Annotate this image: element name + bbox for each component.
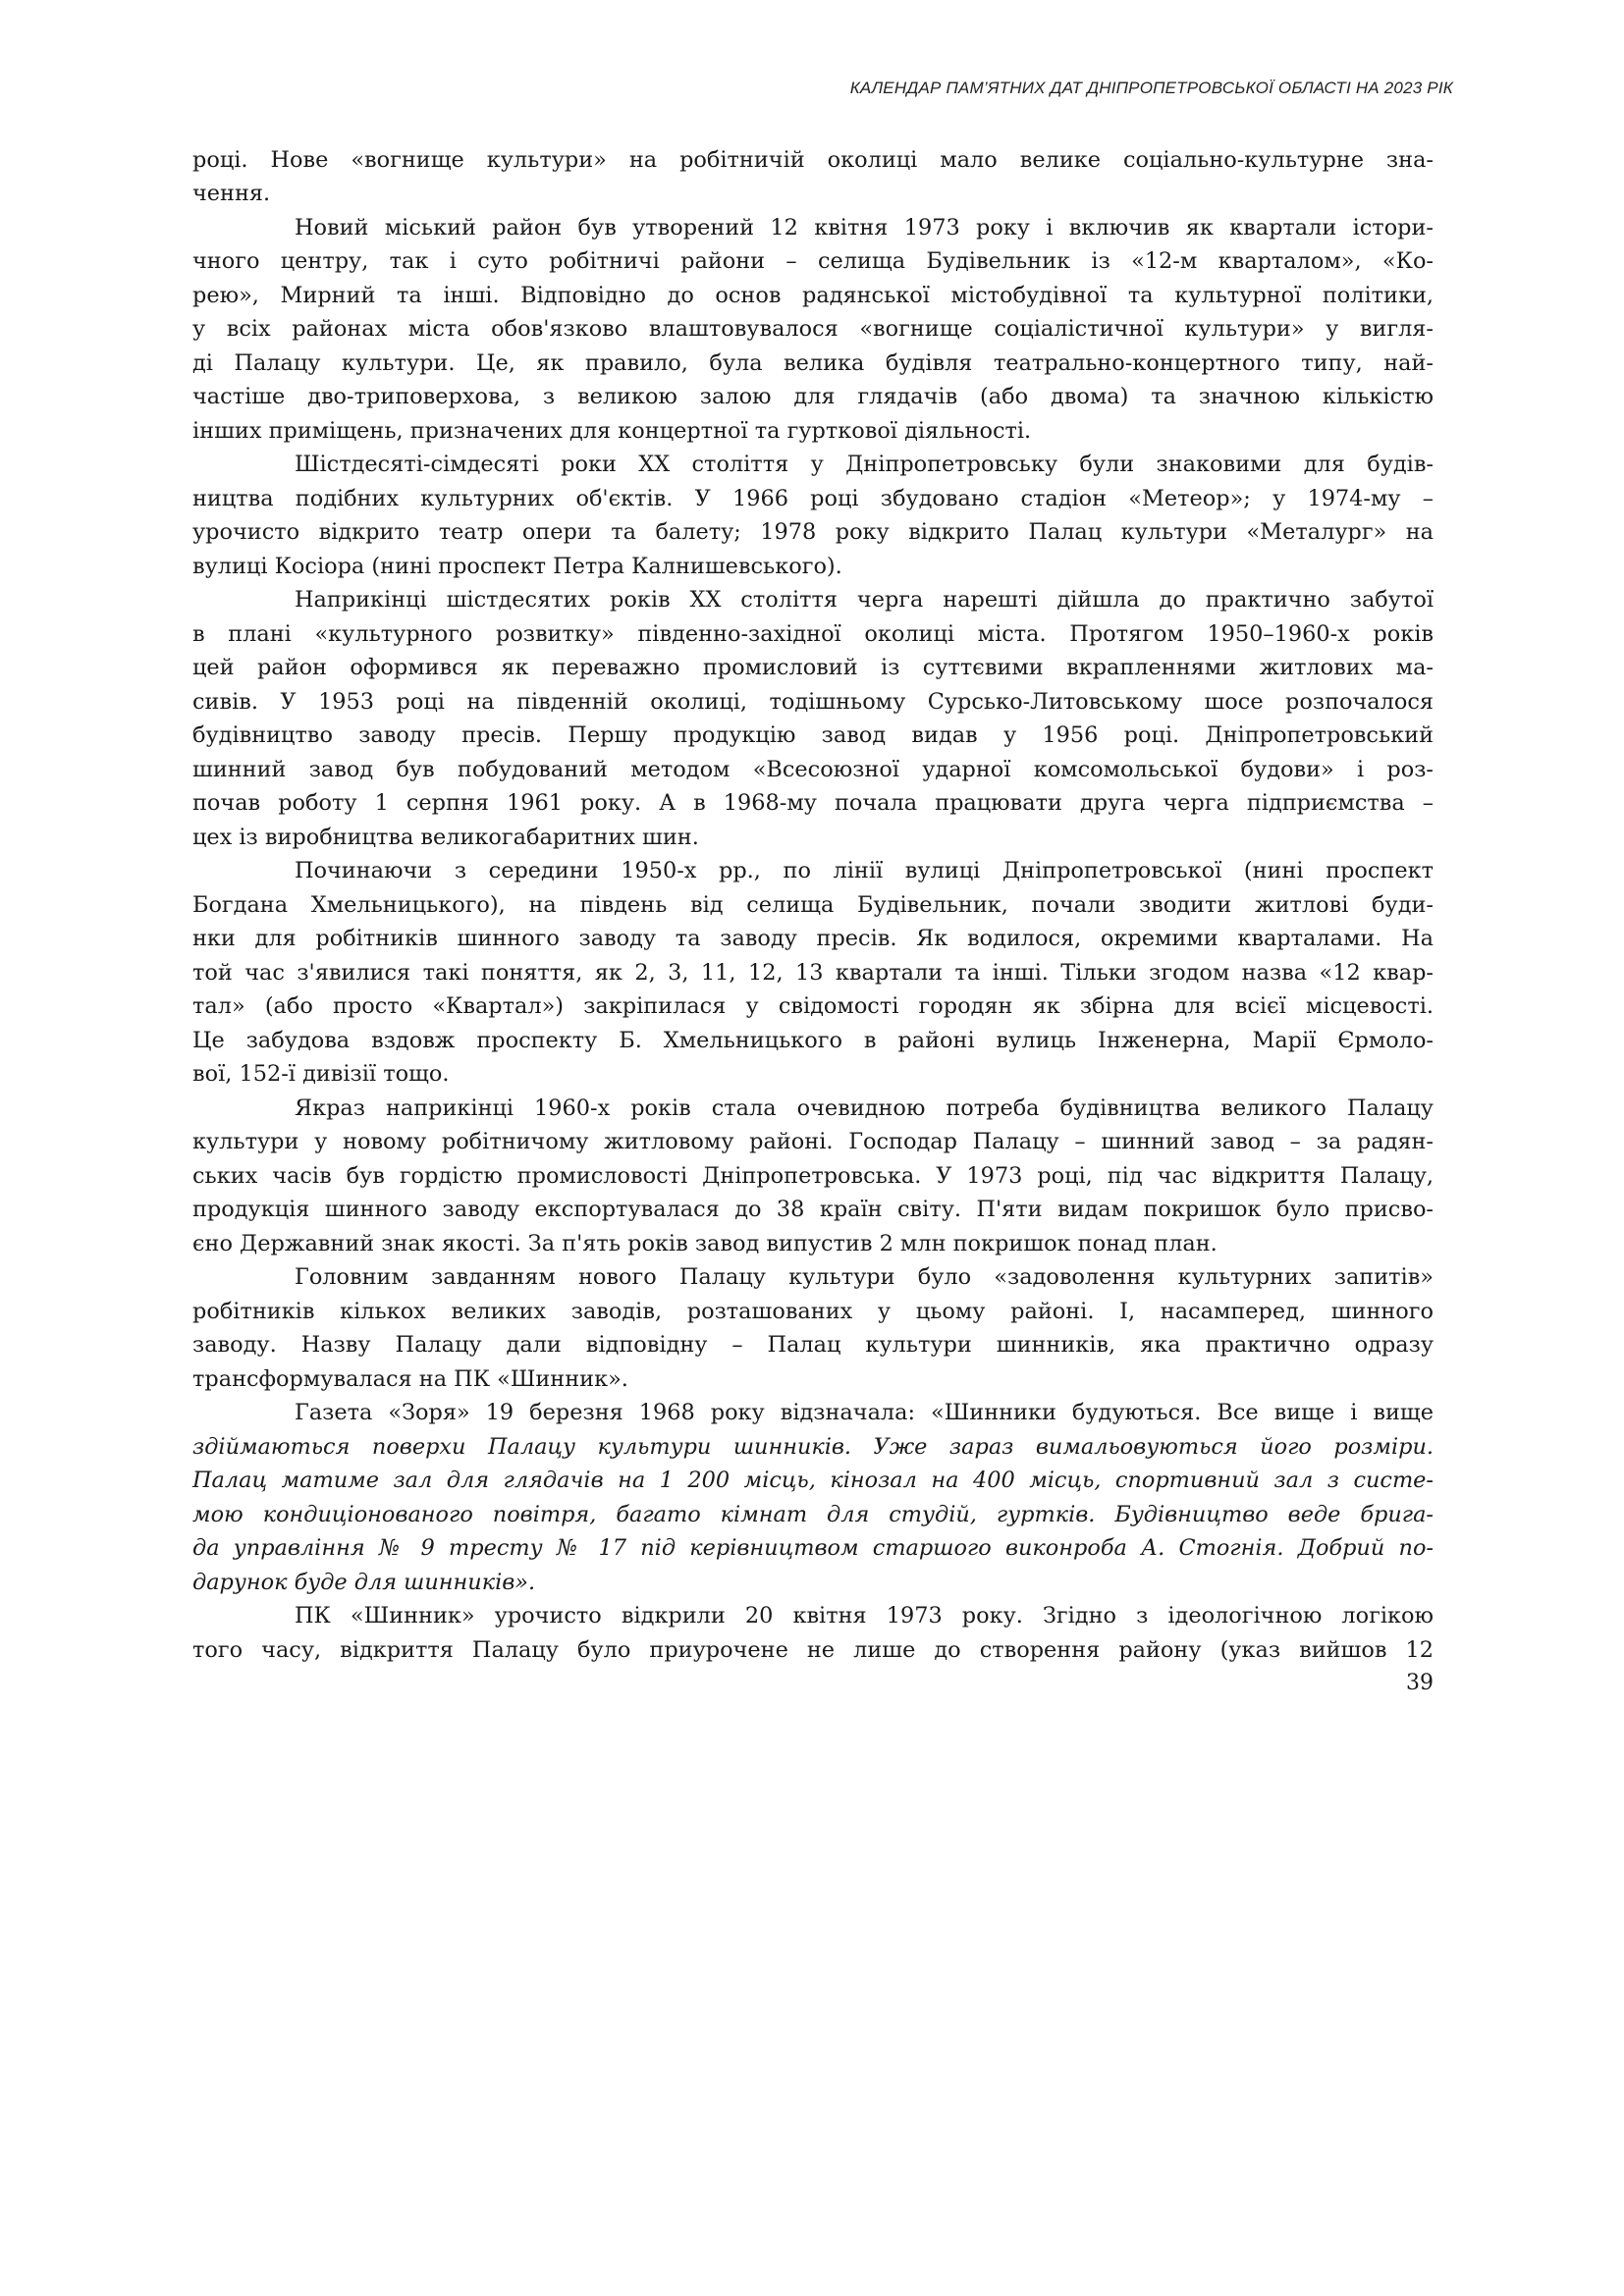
running-header: КАЛЕНДАР ПАМ’ЯТНИХ ДАТ ДНІПРОПЕТРОВСЬКОЇ ОБЛАСТІ НА 2023 РІК (849, 79, 1453, 97)
text-line: будівництво заводу пресів. Першу продукцію завод видав у 1956 році. Дніпропетровський (192, 722, 1434, 748)
text-line: чення. (192, 181, 271, 206)
text-line: шинний завод був побудований методом «Всесоюзної ударної комсомольської будови» і роз- (192, 757, 1434, 782)
text-line: заводу. Назву Палацу дали відповідну – Палац культури шинників, яка практично одразу (192, 1332, 1434, 1358)
text-line: той час з'явилися такі поняття, як 2, 3, 11, 12, 13 квартали та інші. Тільки згодом назва «12 квар- (192, 960, 1434, 986)
text-line: нки для робітників шинного заводу та заводу пресів. Як водилося, окремими кварталами. На (192, 926, 1434, 951)
text-line: продукція шинного заводу експортувалася до 38 країн світу. П'яти видам покришок було присво- (192, 1197, 1434, 1222)
text-line: ді Палацу культури. Це, як правило, була велика будівля театрально-концертного типу, най- (192, 350, 1434, 376)
text-line: рею», Мирний та інші. Відповідно до основ радянської містобудівної та культурної політики, (192, 283, 1434, 308)
text-line: у всіх районах міста обов'язково влаштовувалося «вогнище соціалістичної культури» у вигля- (192, 316, 1434, 342)
page-number: 39 (1406, 1671, 1434, 1695)
text-line: вулиці Косіора (нині проспект Петра Калнишевського). (192, 554, 842, 579)
text-line: ських часів був гордістю промисловості Дніпропетровська. У 1973 році, під час відкриття Палацу, (192, 1163, 1434, 1189)
text-line: ництва подібних культурних об'єктів. У 1966 році збудовано стадіон «Метеор»; у 1974-му – (192, 486, 1434, 511)
text-line: в плані «культурного розвитку» південно-західної околиці міста. Протягом 1950–1960-х років (192, 621, 1434, 647)
text-line: вої, 152-ї дивізії тощо. (192, 1061, 450, 1087)
text-line: трансформувалася на ПК «Шинник». (192, 1366, 628, 1392)
text-line: почав роботу 1 серпня 1961 року. А в 1968-му почала працювати друга черга підприємства – (192, 790, 1434, 816)
text-line: інших приміщень, призначених для концертної та гурткової діяльності. (192, 418, 1032, 444)
text-line: році. Нове «вогнище культури» на робітничій околиці мало велике соціально-культурне зна- (192, 147, 1434, 173)
text-line: того часу, відкриття Палацу було приурочене не лише до створення району (указ вийшов 12 (192, 1637, 1434, 1663)
paragraph-first-line: Починаючи з середини 1950-х рр., по лінії вулиці Дніпропетровської (нині проспект (295, 858, 1434, 883)
text-line: урочисто відкрито театр опери та балету; 1978 року відкрито Палац культури «Металург» на (192, 519, 1434, 545)
text-line: тал» (або просто «Квартал») закріпилася у свідомості городян як збірна для всієї місцевості. (192, 993, 1434, 1019)
text-line: Це забудова вздовж проспекту Б. Хмельницького в районі вулиць Інженерна, Марії Єрмоло- (192, 1028, 1434, 1053)
quote-line: дарунок буде для шинників». (192, 1570, 536, 1595)
text-line: чного центру, так і суто робітничі райони – селища Будівельник із «12-м кварталом», «Ко- (192, 248, 1434, 274)
text-line: Богдана Хмельницького), на південь від селища Будівельник, почали зводити житлові буди- (192, 892, 1434, 918)
paragraph-first-line: Наприкінці шістдесятих років ХХ століття черга нарешті дійшла до практично забутої (295, 587, 1434, 613)
text-line: цех із виробництва великогабаритних шин. (192, 825, 699, 850)
quote-line: здіймаються поверхи Палацу культури шинників. Уже зараз вимальовуються його розміри. (192, 1434, 1434, 1460)
text-line: частіше дво-триповерхова, з великою залою для глядачів (або двома) та значною кількістю (192, 384, 1434, 409)
text-line: культури у новому робітничому житловому районі. Господар Палацу – шинний завод – за радян- (192, 1129, 1434, 1154)
text-line: робітників кількох великих заводів, розташованих у цьому районі. І, насамперед, шинного (192, 1299, 1434, 1324)
paragraph-first-line: ПК «Шинник» урочисто відкрили 20 квітня 1973 року. Згідно з ідеологічною логікою (295, 1603, 1434, 1629)
text-line: сивів. У 1953 році на південній околиці, тодішньому Сурсько-Литовському шосе розпочалося (192, 689, 1434, 715)
paragraph-first-line: Газета «Зоря» 19 березня 1968 року відзначала: «Шинники будуються. Все вище і вище (295, 1400, 1434, 1425)
paragraph-first-line: Шістдесяті-сімдесяті роки ХХ століття у Дніпропетровську були знаковими для будів- (295, 452, 1434, 477)
quote-line: Палац матиме зал для глядачів на 1 200 місць, кінозал на 400 місць, спортивний зал з систе- (192, 1468, 1434, 1493)
paragraph-first-line: Головним завданням нового Палацу культури було «задоволення культурних запитів» (295, 1264, 1434, 1290)
quote-line: да управління № 9 тресту № 17 під керівництвом старшого виконроба А. Стогнія. Добрий по- (192, 1535, 1434, 1561)
text-line: єно Державний знак якості. За п'ять років завод випустив 2 млн покришок понад план. (192, 1231, 1218, 1256)
quote-line: мою кондиціонованого повітря, багато кімнат для студій, гуртків. Будівництво веде брига- (192, 1502, 1434, 1527)
paragraph-first-line: Новий міський район був утворений 12 квітня 1973 року і включив як квартали істори- (295, 215, 1434, 240)
text-line: цей район оформився як переважно промисловий із суттєвими вкрапленнями житлових ма- (192, 655, 1434, 680)
paragraph-first-line: Якраз наприкінці 1960-х років стала очевидною потреба будівництва великого Палацу (295, 1095, 1434, 1121)
